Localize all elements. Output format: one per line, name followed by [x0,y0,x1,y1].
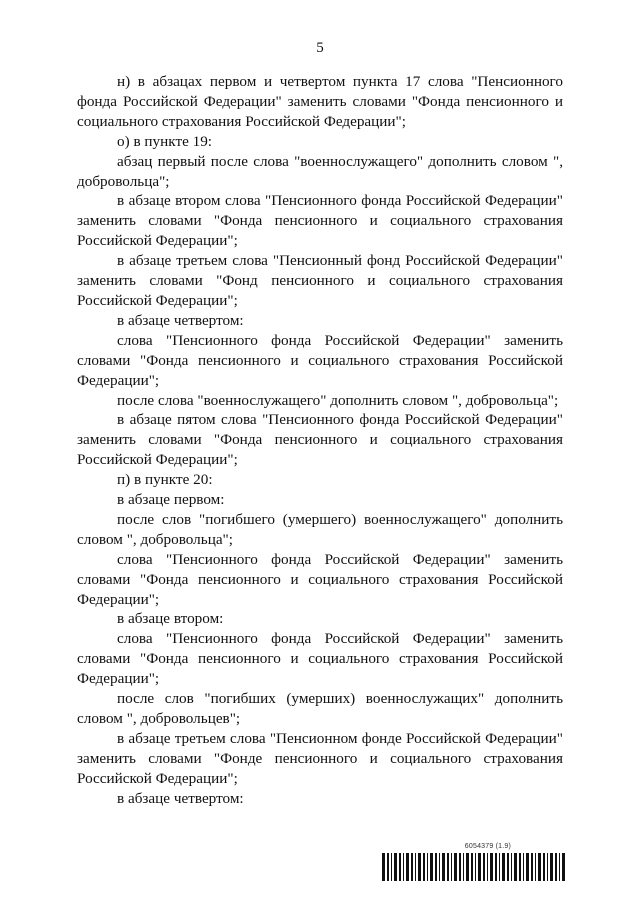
page-number: 5 [316,40,324,56]
barcode-bar [387,853,389,881]
barcode-bar [495,853,497,881]
barcode-bar [555,853,557,881]
barcode-bar [451,853,452,881]
paragraph: п) в пункте 20: [117,471,213,489]
barcode-bar [415,853,416,881]
barcode-bar [507,853,509,881]
barcode-bar [447,853,449,881]
document-body [77,72,563,809]
barcode-bar [478,853,481,881]
barcode-bar [475,853,476,881]
barcode-bar [418,853,421,881]
barcode-bar [399,853,401,881]
barcode-bar [523,853,524,881]
barcode-bar [430,853,433,881]
paragraph: н) в абзацах первом и четвертом пункта 17 слова "Пенсионного фонда Российской Федерации" заменить словами "Фонда пенсионного и социального страхования Российской Федерации"; [77,73,563,130]
barcode-bar [439,853,440,881]
barcode-bar [526,853,529,881]
barcode-bar [490,853,493,881]
paragraph: в абзаце первом: [117,491,225,509]
paragraph: слова "Пенсионного фонда Российской Федерации" заменить словами "Фонда пенсионного и социального страхования Российской Федерации"; [77,550,563,608]
barcode-bar [535,853,536,881]
barcode-bar [435,853,437,881]
barcode-bar [514,853,517,881]
barcode-bar [382,853,385,881]
paragraph: после слова "военнослужащего" дополнить словом ", добровольца"; [117,391,559,409]
barcode-bar [543,853,545,881]
barcode-label: 6054379 (1.9) [464,843,511,850]
paragraph: в абзаце третьем слова "Пенсионный фонд Российской Федерации" заменить словами "Фонд пенсионного и социального страхования Российской Федерации"; [77,252,563,309]
barcode-icon [382,853,565,881]
paragraph: в абзаце втором слова "Пенсионного фонда Российской Федерации" заменить словами "Фонда пенсионного и социального страхования Российской Федерации"; [77,192,563,250]
paragraph: слова "Пенсионного фонда Российской Федерации" заменить словами "Фонда пенсионного и социального страхования Российской Федерации"; [77,630,563,688]
barcode-bar [559,853,560,881]
barcode-area [382,843,565,883]
barcode-bar [466,853,469,881]
barcode-bar [427,853,428,881]
barcode-bar [442,853,445,881]
barcode-bar [406,853,409,881]
paragraph: слова "Пенсионного фонда Российской Федерации" заменить словами "Фонда пенсионного и социального страхования Российской Федерации"; [77,331,563,389]
barcode-bar [511,853,512,881]
barcode-bar [471,853,473,881]
barcode-bar [550,853,553,881]
barcode-bar [538,853,541,881]
barcode-bar [531,853,533,881]
barcode-bar [391,853,392,881]
paragraph: о) в пункте 19: [117,132,213,150]
paragraph: в абзаце втором: [117,610,224,628]
barcode-bar [463,853,464,881]
barcode-bar [403,853,404,881]
barcode-bar [454,853,457,881]
barcode-bar [502,853,505,881]
paragraph: после слов "погибших (умерших) военнослужащих" дополнить словом ", добровольцев"; [77,690,563,727]
barcode-bar [411,853,413,881]
barcode-bar [394,853,397,881]
barcode-bar [487,853,488,881]
barcode-bar [423,853,425,881]
paragraph: абзац первый после слова "военнослужащего" дополнить словом ", добровольца"; [77,152,563,190]
paragraph: в абзаце третьем слова "Пенсионном фонде Российской Федерации" заменить словами "Фонде пенсионного и социального страхования Российской Федерации"; [77,729,563,787]
paragraph: в абзаце четвертом: [117,789,244,807]
barcode-bar [483,853,485,881]
barcode-bar [499,853,500,881]
barcode-bar [459,853,461,881]
barcode-bar [562,853,565,881]
barcode-bar [519,853,521,881]
paragraph: в абзаце четвертом: [117,311,244,329]
barcode-bar [547,853,548,881]
paragraph: после слов "погибшего (умершего) военнослужащего" дополнить словом ", добровольца"; [77,510,563,548]
paragraph: в абзаце пятом слова "Пенсионного фонда Российской Федерации" заменить словами "Фонда пенсионного и социального страхования Российской Федерации"; [77,411,563,469]
